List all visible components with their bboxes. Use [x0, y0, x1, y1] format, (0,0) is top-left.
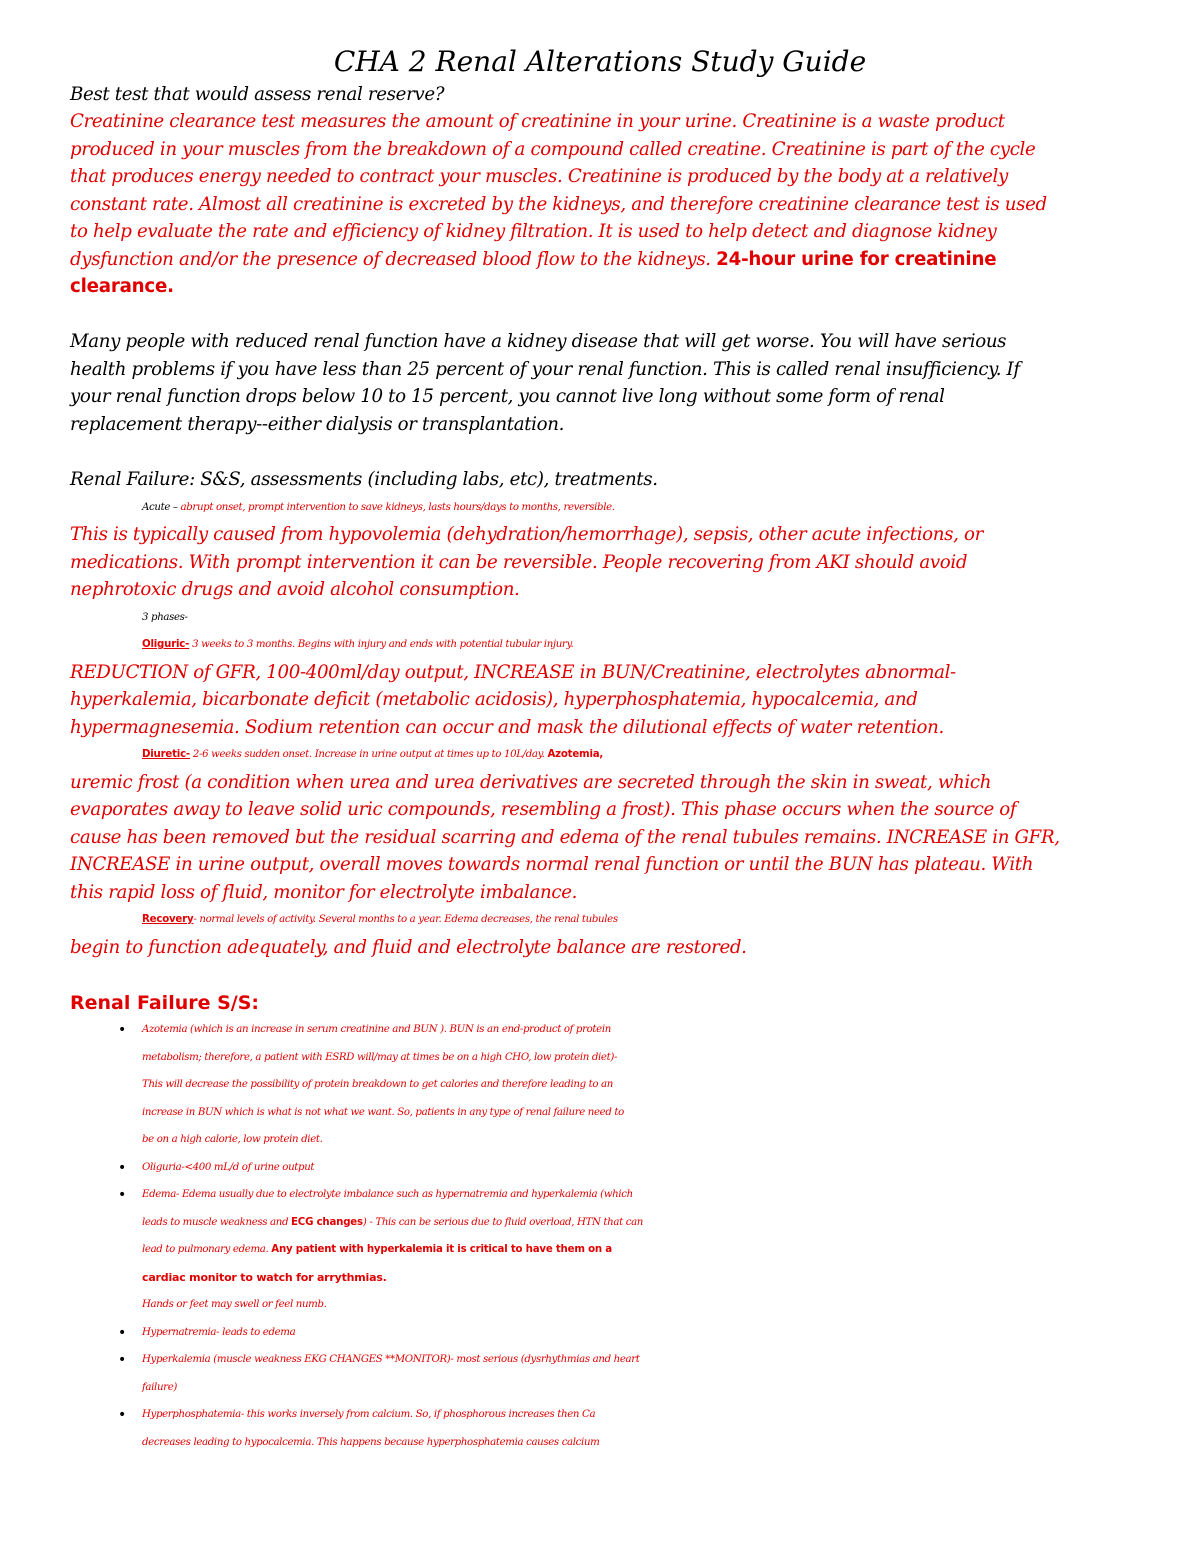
list-item-hyperkalemia: Hyperkalemia (muscle weakness EKG CHANGES **MONITOR)- most serious (dysrhythmias and heart [142, 1354, 640, 1365]
diuretic-bold: Azotemia, [547, 749, 604, 760]
list-item-azotemia: increase in BUN which is what is not what we want. So, patients in any type of renal failure need to [142, 1107, 624, 1118]
acute-label: Acute – [142, 502, 181, 513]
answer-line [70, 246, 1150, 274]
bullet-glyph: • [118, 1022, 127, 1038]
edema-bold: Any patient with hyperkalemia it is critical to have them on a [271, 1244, 612, 1255]
recovery-label: Recovery [142, 914, 194, 925]
list-item-hyperphosphatemia: decreases leading to hypocalcemia. This happens because hyperphosphatemia causes calcium [142, 1437, 600, 1448]
diuretic-line: cause has been removed but the residual scarring and edema of the renal tubules remains. INCREASE in GFR, [70, 827, 1060, 848]
oliguric-line: hypermagnesemia. Sodium retention can occur and mask the dilutional effects of water retention. [70, 717, 944, 738]
diuretic-line [142, 741, 1200, 769]
diuretic-line: INCREASE in urine output, overall moves towards normal renal function or until the BUN has plateau. With [70, 854, 1034, 875]
edema-text: leads to muscle weakness and [142, 1217, 292, 1228]
list-item-hypernatremia: Hypernatremia- leads to edema [142, 1327, 296, 1338]
answer-line: Creatinine clearance test measures the amount of creatinine in your urine. Creatinine is a waste product [70, 111, 1005, 132]
oliguric-line: hyperkalemia, bicarbonate deficit (metabolic acidosis), hyperphosphatemia, hypocalcemia, and [70, 689, 918, 710]
diuretic-line: this rapid loss of fluid, monitor for electrolyte imbalance. [70, 882, 578, 903]
acute-line: medications. With prompt intervention it can be reversible. People recovering from AKI should avoid [70, 552, 968, 573]
paragraph-line: Many people with reduced renal function have a kidney disease that will get worse. You will have serious [70, 331, 1007, 352]
oliguric-text: 3 weeks to 3 months. Begins with injury and ends with potential tubular injury. [189, 639, 574, 650]
edema-text: lead to pulmonary edema. [142, 1244, 272, 1255]
diuretic-line: evaporates away to leave solid uric compounds, resembling a frost). This phase occurs when the source of [70, 799, 1017, 820]
answer-bold: 24-hour urine for creatinine [716, 249, 997, 270]
page-title: CHA 2 Renal Alterations Study Guide [333, 45, 867, 78]
ss-heading: Renal Failure S/S: [70, 992, 260, 1014]
bullet-glyph: • [118, 1325, 127, 1341]
paragraph-line: your renal function drops below 10 to 15 percent, you cannot live long without some form of renal [70, 386, 945, 407]
oliguric-line: REDUCTION of GFR, 100-400ml/day output, INCREASE in BUN/Creatinine, electrolytes abnormal- [70, 662, 956, 683]
paragraph-line: health problems if you have less than 25 percent of your renal function. This is called renal insufficiency. If [70, 359, 1020, 380]
edema-bold: ECG changes [291, 1217, 363, 1228]
bullet-glyph: • [118, 1407, 127, 1423]
list-item-hyperphosphatemia: Hyperphosphatemia- this works inversely from calcium. So, if phosphorous increases then Ca [142, 1409, 596, 1420]
diuretic-line: uremic frost (a condition when urea and urea derivatives are secreted through the skin in sweat, which [70, 772, 992, 793]
oliguric-line [142, 631, 1200, 659]
recovery-line: begin to function adequately, and fluid and electrolyte balance are restored. [70, 937, 747, 958]
acute-text: abrupt onset, prompt intervention to save kidneys, lasts hours/days to months, reversible. [180, 502, 615, 513]
bullet-glyph: • [118, 1352, 127, 1368]
diuretic-text: 2-6 weeks sudden onset. Increase in urine output at times up to 10L/day. [189, 749, 548, 760]
list-item-hyperkalemia: failure) [142, 1382, 177, 1393]
list-item-azotemia: metabolism; therefore, a patient with ESRD will/may at times be on a high CHO, low protein diet)- [142, 1052, 618, 1063]
edema-text: ) - This can be serious due to fluid overload, HTN that can [362, 1217, 644, 1228]
list-item-edema: Hands or feet may swell or feel numb. [142, 1299, 327, 1310]
renal-failure-heading: Renal Failure: S&S, assessments (including labs, etc), treatments. [70, 469, 658, 490]
answer-bold: clearance. [70, 276, 174, 297]
list-item-oliguria: Oliguria-<400 mL/d of urine output [142, 1162, 315, 1173]
list-item-azotemia: be on a high calorie, low protein diet. [142, 1134, 323, 1145]
recovery-line [142, 906, 1200, 934]
paragraph-line: replacement therapy--either dialysis or transplantation. [70, 414, 565, 435]
bullet-glyph: • [118, 1187, 127, 1203]
answer-line: constant rate. Almost all creatinine is excreted by the kidneys, and therefore creatinine clearance test is used [70, 194, 1047, 215]
list-item-azotemia: Azotemia (which is an increase in serum creatinine and BUN ). BUN is an end-product of protein [142, 1024, 611, 1035]
list-item-azotemia: This will decrease the possibility of protein breakdown to get calories and therefore leading to an [142, 1079, 613, 1090]
recovery-text: - normal levels of activity. Several months to a year. Edema decreases, the renal tubules [193, 914, 618, 925]
acute-line: This is typically caused from hypovolemia (dehydration/hemorrhage), sepsis, other acute infections, or [70, 524, 983, 545]
list-item-edema [142, 1209, 1200, 1237]
answer-line: that produces energy needed to contract your muscles. Creatinine is produced by the body at a relatively [70, 166, 1008, 187]
list-item-edema [142, 1236, 1200, 1264]
oliguric-label: Oliguric- [142, 639, 190, 650]
list-item-edema: Edema- Edema usually due to electrolyte imbalance such as hypernatremia and hyperkalemia (which [142, 1189, 633, 1200]
list-item-edema: cardiac monitor to watch for arrythmias. [142, 1271, 387, 1284]
acute-line [142, 494, 1200, 522]
phases-label: 3 phases- [142, 612, 188, 623]
diuretic-label: Diuretic- [142, 749, 190, 760]
bullet-glyph: • [118, 1160, 127, 1176]
acute-line: nephrotoxic drugs and avoid alcohol consumption. [70, 579, 520, 600]
question-renal-reserve: Best test that would assess renal reserve? [70, 84, 445, 105]
answer-line: produced in your muscles from the breakdown of a compound called creatine. Creatinine is part of the cycle [70, 139, 1036, 160]
answer-line: to help evaluate the rate and efficiency of kidney filtration. It is used to help detect and diagnose kidney [70, 221, 997, 242]
answer-text: dysfunction and/or the presence of decreased blood flow to the kidneys. [70, 249, 717, 270]
